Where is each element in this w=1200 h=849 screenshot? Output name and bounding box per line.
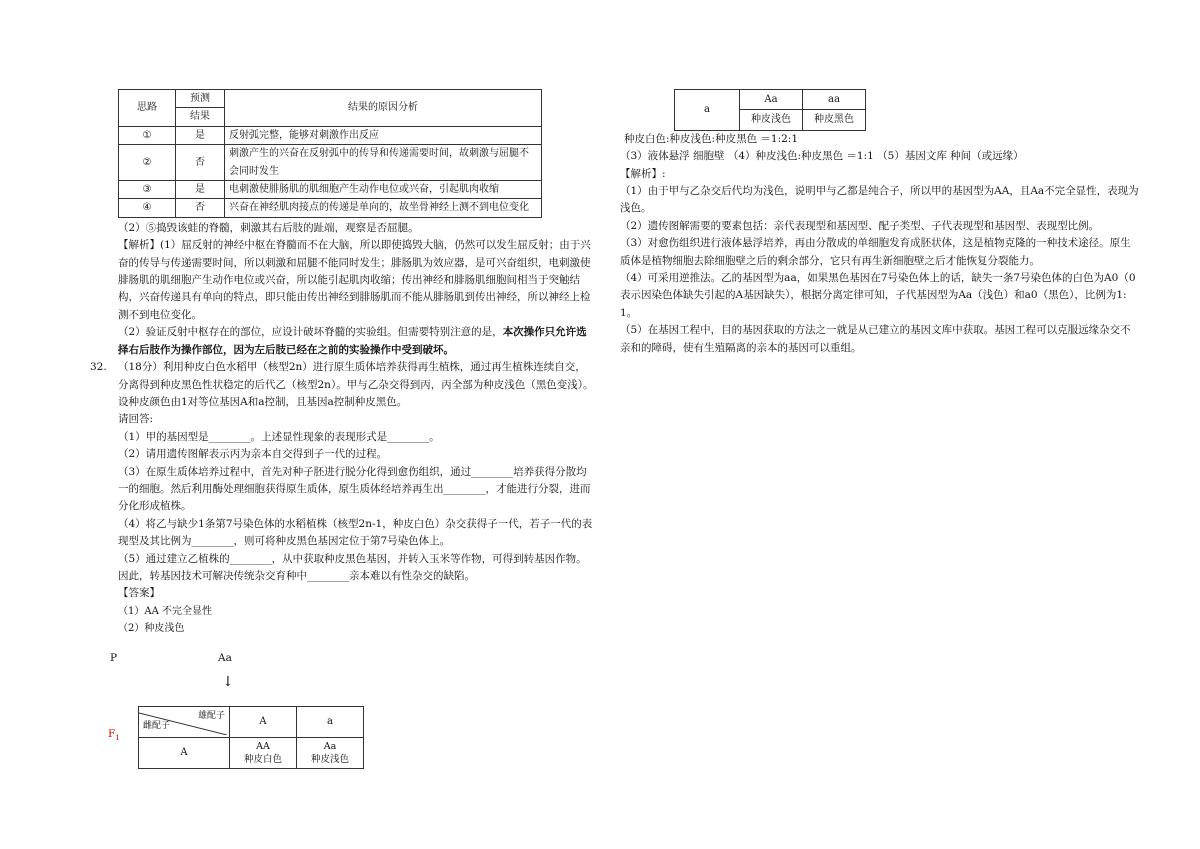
offspring-cell: AA 种皮白色 (230, 737, 297, 768)
analysis-paragraph: （1）由于甲与乙杂交后代均为浅色，说明甲与乙都是纯合子，所以甲的基因型为AA，且Aa不完全显性，表现为浅色。 (620, 185, 1139, 215)
table-header: 思路 (119, 90, 176, 127)
sub-question: （4）将乙与缺少1条第7号染色体的水稻植株（核型2n-1，种皮白色）杂交获得子一代，若子一代的表现型及其比例为________，则可将种皮黑色基因定位于第7号染色体上。 (118, 517, 593, 548)
ask-label: 请回答: (118, 413, 154, 426)
gamete-header: a (297, 706, 364, 737)
table-header: 结果 (176, 108, 225, 126)
punnett-continuation: a Aa aa 种皮浅色 种皮黑色 (674, 89, 866, 131)
table-row: ① 是 反射弧完整，能够对刺激作出反应 (119, 126, 542, 144)
right-column (620, 89, 1140, 357)
answer-line: （2）种皮浅色 (118, 623, 185, 635)
analysis-paragraph: （4）可采用逆推法。乙的基因型为aa，如果黑色基因在7号染色体上的话，缺失一条7号染色体的白色为A0（0表示因染色体缺失引起的A基因缺失），根据分离定律可知，子代基因型为Aa（浅色）和a0（黑色），比例为1: 1。 (620, 272, 1136, 319)
genetic-cross-diagram (108, 644, 596, 774)
analysis-paragraph: （5）在基因工程中，目的基因获取的方法之一就是从已建立的基因文库中获取。基因工程可以克服远缘杂交不亲和的障碍，使有生殖隔离的亲本的基因可以重组。 (620, 324, 1131, 354)
parent-genotype: Aa (218, 651, 232, 664)
analysis-paragraph: （3）对愈伤组织进行液体悬浮培养，再由分散成的单细胞发育成胚状体，这是植物克隆的一种技术途径。原生质体是植物细胞去除细胞壁之后的剩余部分，它只有再生新细胞壁之后才能恢复分裂能力。 (620, 237, 1131, 267)
analysis-paragraph: 【解析】(1）屈反射的神经中枢在脊髓而不在大脑，所以即使捣毁大脑，仍然可以发生屈反射；由于兴奋的传导与传递需要时间，所以刺激和屈腿不能同时发生；腓肠肌为效应器，是可兴奋组织，电刺激使腓肠肌的肌细胞产生动作电位或兴奋，所以能引起肌肉收缩；传出神经和腓肠肌细胞间相当于突触结构，兴奋传递具有单向的特点，即只能由传出神经到腓肠肌而不能从腓肠肌到传出神经，所以神经上检测不到电位变化。 (118, 239, 591, 321)
result-table (118, 89, 542, 218)
question-stem: （18分）利用种皮白色水稻甲（核型2n）进行原生质体培养获得再生植株，通过再生植株连续自交，分离得到种皮黑色性状稳定的后代乙（核型2n）。甲与乙杂交得到丙，丙全部为种皮浅色（黑色变浅）。设种皮颜色由1对等位基因A和a控制，且基因a控制种皮黑色。 (118, 361, 594, 408)
left-column (90, 89, 596, 774)
table-row: ③ 是 电刺激使腓肠肌的肌细胞产生动作电位或兴奋，引起肌肉收缩 (119, 181, 542, 199)
gamete-header: A (230, 706, 297, 737)
question-number: 32. (90, 361, 107, 374)
offspring-cell: Aa 种皮浅色 (297, 737, 364, 768)
arrow-down-icon: ↓ (222, 673, 234, 690)
question-32 (90, 359, 596, 411)
answer-line: （1）AA 不完全显性 (118, 605, 212, 617)
table-row: ② 否 刺激产生的兴奋在反射弧中的传导和传递需要时间，故刺激与屈腿不会同时发生 (119, 145, 542, 181)
parent-label: P (110, 651, 118, 664)
f1-label: $F_1$ (108, 727, 120, 742)
analysis-label: 【解析】: (620, 167, 666, 180)
sub-question: （2）请用遗传图解表示丙为亲本自交得到子一代的过程。 (118, 448, 388, 461)
table-row: ④ 否 兴奋在神经肌肉接点的传递是单向的，故坐骨神经上测不到电位变化 (119, 199, 542, 217)
answer-line: （3）液体悬浮 细胞壁 （4）种皮浅色:种皮黑色 ＝1:1 （5）基因文库 种间（或远缘） (620, 150, 1024, 163)
punnett-corner: 雄配子 雌配子 (139, 706, 230, 737)
answer-label: 【答案】 (118, 587, 160, 600)
analysis-paragraph: （2）遗传图解需要的要素包括：亲代表现型和基因型、配子类型、子代表现型和基因型、表现型比例。 (620, 219, 1100, 232)
table-header: 结果的原因分析 (225, 90, 542, 127)
answer-paragraph: （2）⑤捣毁该蛙的脊髓，刺激其右后肢的趾端，观察是否屈腿。 (118, 221, 419, 234)
sub-question: （1）甲的基因型是________。上述显性现象的表现形式是________。 (118, 430, 440, 443)
sub-question: （5）通过建立乙植株的________，从中获取种皮黑色基因，并转入玉米等作物，可得到转基因作物。因此，转基因技术可解决传统杂交育种中________亲本难以有性杂交的缺陷。 (118, 552, 587, 582)
sub-question: （3）在原生质体培养过程中，首先对种子胚进行脱分化得到愈伤组织，通过________培养获得分散均一的细胞。然后利用酶处理细胞获得原生质体，原生质体经培养再生出________，才能进行分裂，进而分化形成植株。 (118, 465, 591, 513)
analysis-paragraph: （2）验证反射中枢存在的部位，应设计破坏脊髓的实验组。但需要特别注意的是，本次操作只允许选择右后肢作为操作部位，因为左后肢已经在之前的实验操作中受到破坏。 (118, 326, 587, 356)
gamete-header: A (139, 737, 230, 768)
table-header: 预测 (176, 90, 225, 108)
gamete-header: a (675, 90, 740, 131)
punnett-square (138, 706, 364, 769)
ratio-line: 种皮白色:种皮浅色:种皮黑色 ＝1:2:1 (624, 132, 799, 145)
